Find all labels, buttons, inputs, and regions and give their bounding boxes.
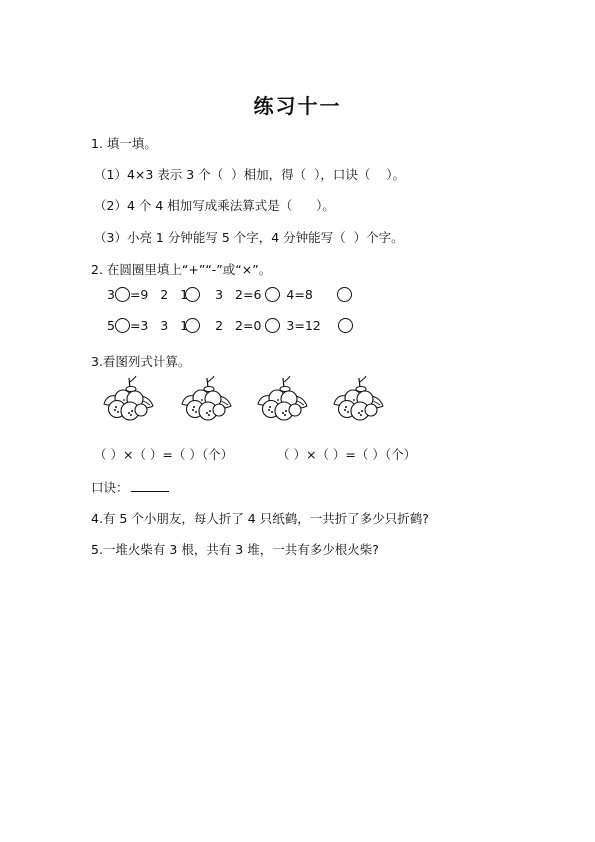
q2-r1-part-4: 4=8	[286, 287, 313, 302]
page-title: 练习十一	[253, 94, 342, 118]
q1-heading: 1. 填一填。	[91, 136, 157, 151]
berry-cluster-icon	[255, 374, 311, 426]
q2-row-1	[107, 287, 352, 302]
berry-cluster-icon	[101, 374, 157, 426]
berry-cluster-icon	[331, 374, 387, 426]
q1-item-2: （2）4 个 4 相加写成乘法算式是（ ）。	[94, 198, 335, 213]
q2-row-2	[107, 318, 353, 333]
q2-r1-part-2: =9 2 1	[129, 287, 189, 302]
q3-koujue	[91, 478, 169, 496]
q1-item-3: （3）小亮 1 分钟能写 5 个字，4 分钟能写（ ）个字。	[94, 230, 404, 245]
q2-r2-part-1: 5	[107, 318, 115, 333]
q2-r2-part-4: 3=12	[286, 318, 321, 333]
berry-cluster-icon	[179, 374, 235, 426]
answer-circle[interactable]	[115, 318, 130, 333]
q2-r2-part-3: 2 2=0	[215, 318, 262, 333]
answer-circle[interactable]	[338, 318, 353, 333]
q2-heading: 2. 在圆圈里填上“+”“-”或“×”。	[91, 262, 272, 277]
koujue-label: 口诀：	[91, 480, 129, 495]
q3-formula-1: （ ）×（ ）=（ ）（个）	[94, 447, 234, 462]
answer-circle[interactable]	[185, 287, 200, 302]
answer-circle[interactable]	[115, 287, 130, 302]
q3-heading: 3.看图列式计算。	[91, 354, 191, 369]
answer-circle[interactable]	[265, 318, 280, 333]
q5-text: 5.一堆火柴有 3 根，共有 3 堆，一共有多少根火柴?	[91, 542, 379, 557]
answer-circle[interactable]	[185, 318, 200, 333]
q1-item-1: （1）4×3 表示 3 个（ ）相加，得（ ），口诀（ ）。	[94, 167, 405, 182]
answer-circle[interactable]	[337, 287, 352, 302]
q2-r1-part-1: 3	[107, 287, 115, 302]
q3-formula-2: （ ）×（ ）=（ ）（个）	[277, 447, 417, 462]
q4-text: 4.有 5 个小朋友，每人折了 4 只纸鹤，一共折了多少只折鹤?	[91, 511, 429, 526]
answer-circle[interactable]	[265, 287, 280, 302]
q2-r1-part-3: 3 2=6	[215, 287, 262, 302]
koujue-blank[interactable]	[131, 479, 169, 492]
q2-r2-part-2: =3 3 1	[129, 318, 189, 333]
